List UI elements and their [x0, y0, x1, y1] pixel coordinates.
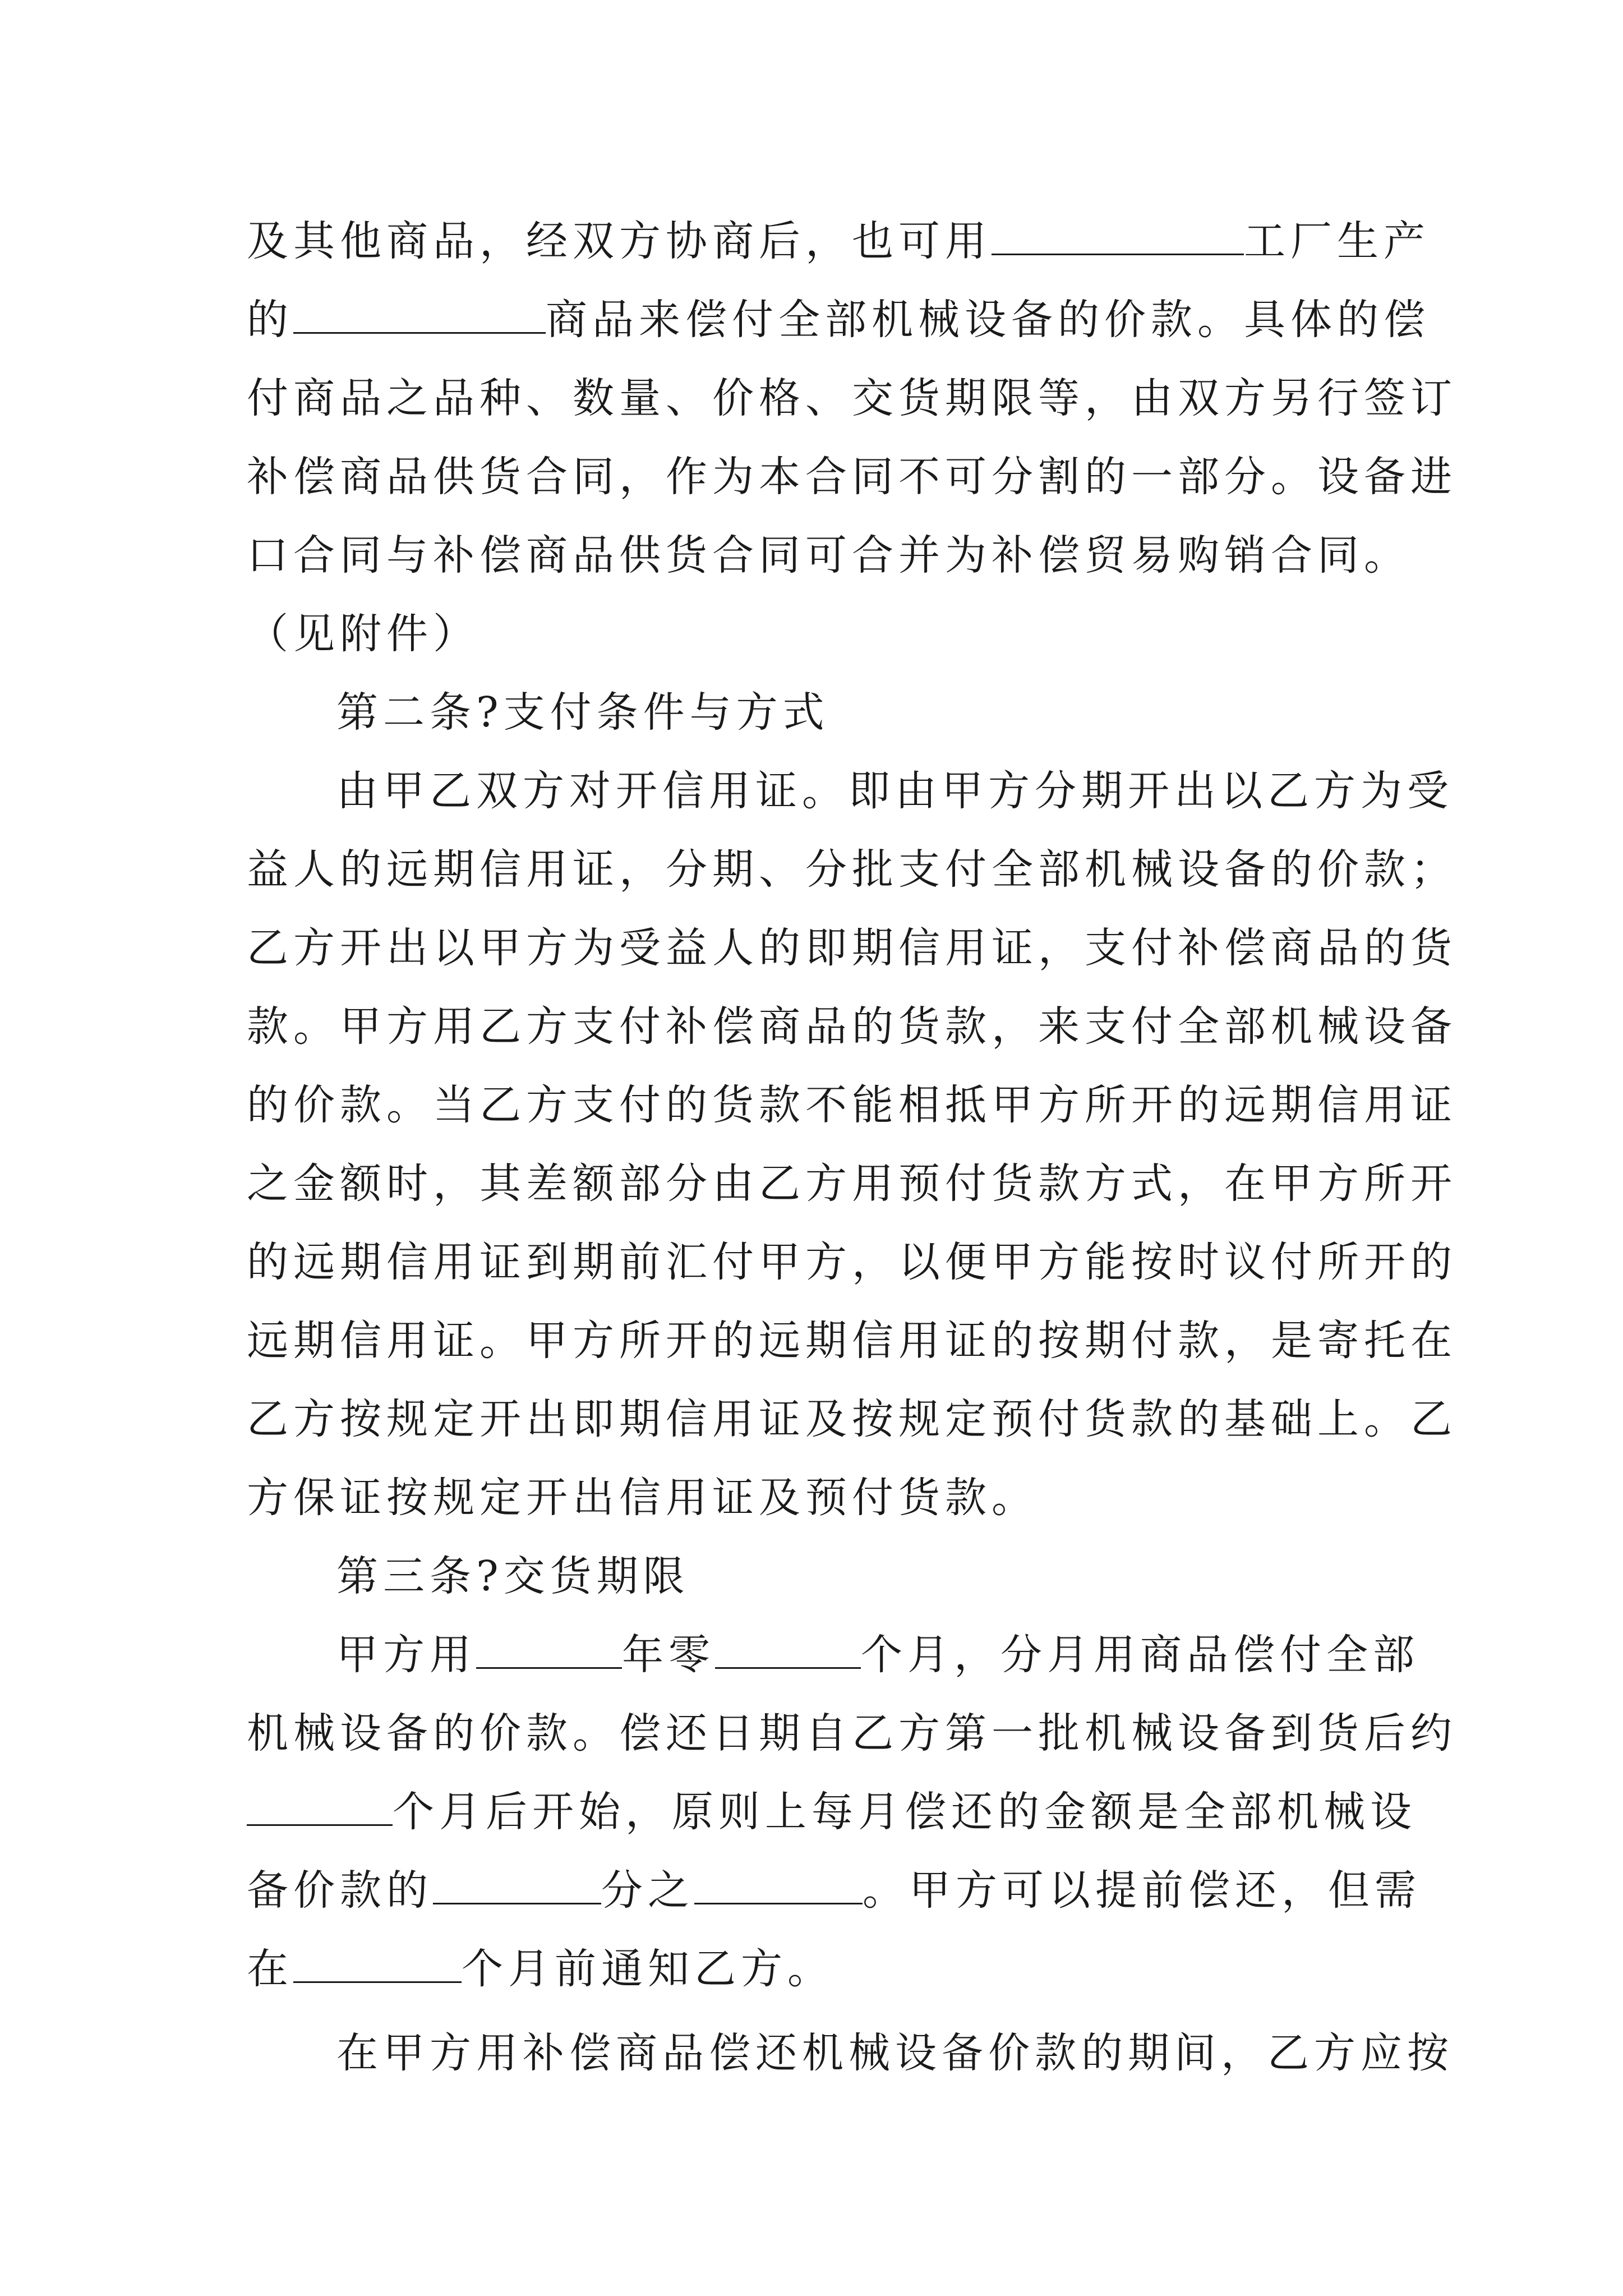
text-line [247, 1773, 1417, 1851]
section-heading: 第三条?交货期限 [336, 1552, 690, 1600]
text-line: 口合同与补偿商品供货合同可合并为补偿贸易购销合同。 [247, 531, 1410, 579]
text-segment: 年零 [622, 1631, 715, 1679]
fill-blank [992, 217, 1244, 255]
section-heading: 第二条?支付条件与方式 [336, 688, 829, 737]
text-line: 益人的远期信用证，分期、分批支付全部机械设备的价款； [247, 845, 1457, 894]
text-segment: 工厂生产 [1244, 217, 1430, 265]
text-line [247, 202, 1430, 280]
text-segment: 商品来偿付全部机械设备的价款。具体的偿 [546, 296, 1430, 344]
text-segment: 个月前通知乙方。 [462, 1945, 834, 1993]
text-line: 乙方开出以甲方为受益人的即期信用证，支付补偿商品的货 [247, 924, 1457, 972]
fill-blank [694, 1866, 863, 1904]
text-line [247, 1930, 1391, 2008]
text-line: 的远期信用证到期前汇付甲方，以便甲方能按时议付所开的 [247, 1238, 1457, 1286]
text-segment: 个月，分月用商品偿付全部 [861, 1631, 1419, 1679]
fill-blank [293, 1944, 462, 1983]
text-segment: 及其他商品，经双方协商后，也可用 [247, 217, 992, 265]
text-line: 远期信用证。甲方所开的远期信用证的按期付款，是寄托在 [247, 1317, 1457, 1365]
text-segment: 。甲方可以提前偿还，但需 [863, 1866, 1421, 1915]
text-segment: 分之 [601, 1866, 694, 1915]
fill-blank [715, 1630, 861, 1669]
text-segment: 在 [247, 1945, 293, 1993]
text-line [247, 1851, 1421, 1930]
fill-blank [247, 1787, 393, 1826]
text-segment: 备价款的 [247, 1866, 433, 1915]
text-line: 在甲方用补偿商品偿还机械设备价款的期间，乙方应按 [336, 2029, 1454, 2077]
text-line: 款。甲方用乙方支付补偿商品的货款，来支付全部机械设备 [247, 1002, 1457, 1051]
fill-blank [293, 295, 546, 334]
text-line: 机械设备的价款。偿还日期自乙方第一批机械设备到货后约 [247, 1709, 1457, 1757]
text-line: 付商品之品种、数量、价格、交货期限等，由双方另行签订 [247, 374, 1457, 422]
fill-blank [433, 1866, 601, 1904]
text-line: 方保证按规定开出信用证及预付货款。 [247, 1474, 1038, 1522]
text-segment: 个月后开始，原则上每月偿还的金额是全部机械设 [393, 1788, 1417, 1836]
text-line: 的价款。当乙方支付的货款不能相抵甲方所开的远期信用证 [247, 1081, 1457, 1129]
text-segment: 的 [247, 296, 293, 344]
text-line [336, 1616, 1419, 1694]
text-line: （见附件） [247, 610, 479, 658]
text-line: 乙方按规定开出即期信用证及按规定预付货款的基础上。乙 [247, 1395, 1457, 1443]
fill-blank [476, 1630, 622, 1669]
text-line: 补偿商品供货合同，作为本合同不可分割的一部分。设备进 [247, 453, 1457, 501]
text-line: 之金额时，其差额部分由乙方用预付货款方式，在甲方所开 [247, 1159, 1457, 1208]
text-line [247, 280, 1430, 359]
text-line: 由甲乙双方对开信用证。即由甲方分期开出以乙方为受 [336, 767, 1454, 815]
text-segment: 甲方用 [336, 1631, 476, 1679]
